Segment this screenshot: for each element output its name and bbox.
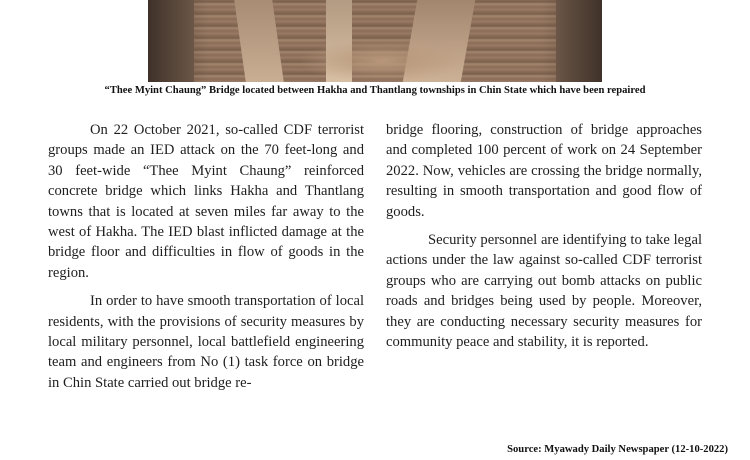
- article-column-right: [386, 120, 702, 352]
- article-paragraph: On 22 October 2021, so-called CDF terrorist groups made an IED attack on the 70 feet-long and 30 feet-wide “Thee Myint Chaung” reinforced concrete bridge which links Hakha and Thantlang towns that is located at seven miles far away to the west of Hakha. The IED blast inflicted damage at the bridge floor and difficulties in flow of goods in the region.: [48, 122, 364, 281]
- bridge-rail-left: [148, 0, 194, 82]
- article-paragraph: Security personnel are identifying to take legal actions under the law against so-called CDF terrorist groups who are carrying out bomb attacks on public roads and bridges being used by people. Moreover, they are conducting necessary security measures for community peace and stability, it is reported.: [386, 232, 702, 351]
- bridge-photo: [148, 0, 602, 82]
- bridge-dirt: [298, 40, 468, 82]
- photo-caption: “Thee Myint Chaung” Bridge located between Hakha and Thantlang townships in Chin State which have been repaired: [104, 85, 646, 96]
- article-paragraph: bridge flooring, construction of bridge approaches and completed 100 percent of work on 24 September 2022. Now, vehicles are crossing the bridge normally, resulting in smooth transportation and good flow of goods.: [386, 122, 702, 220]
- article-paragraph: In order to have smooth transportation of local residents, with the provisions of security measures by local military personnel, local battlefield engineering team and engineers from No (1) task force on bridge in Chin State carried out bridge re-: [48, 293, 364, 391]
- bridge-rail-right: [556, 0, 602, 82]
- article-column-left: [48, 120, 364, 393]
- article-source: Source: Myawady Daily Newspaper (12-10-2022): [507, 444, 728, 455]
- bridge-plank: [234, 0, 284, 82]
